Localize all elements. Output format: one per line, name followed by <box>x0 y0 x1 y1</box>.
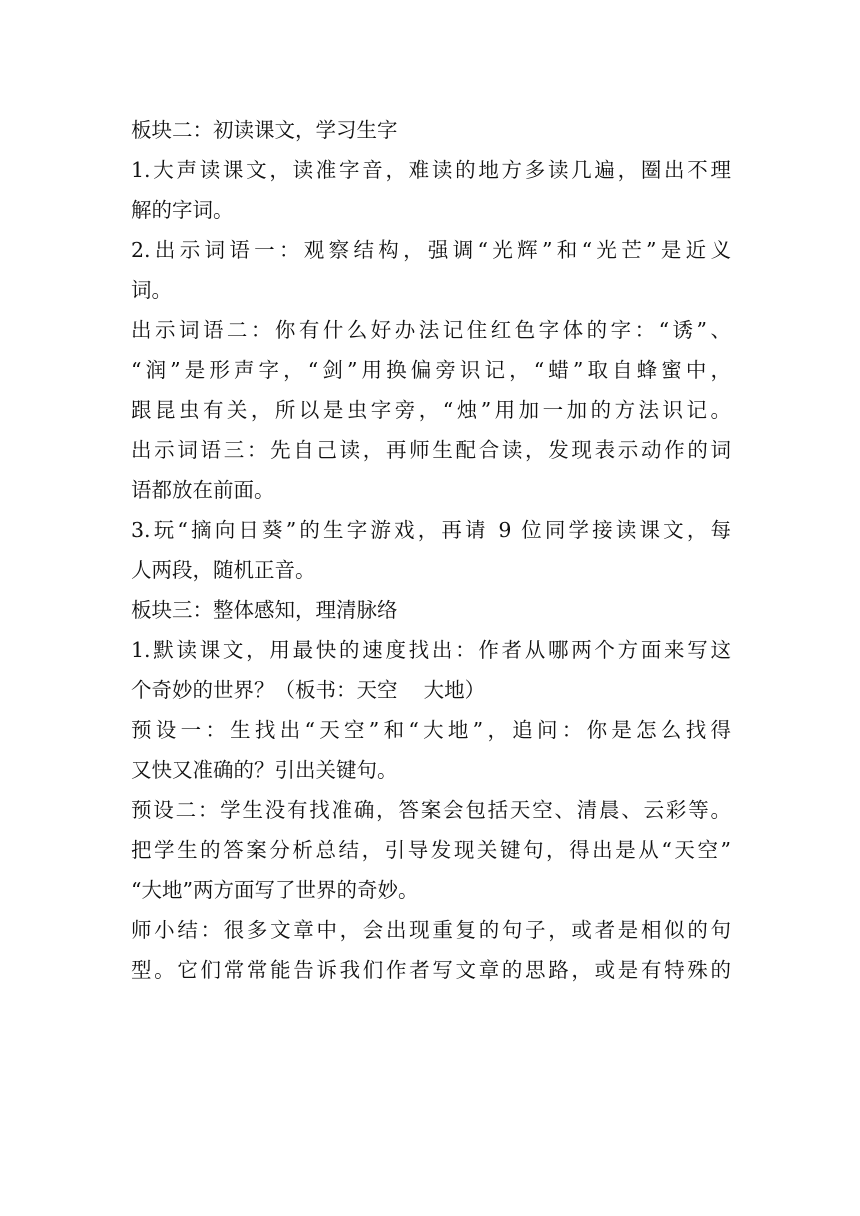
text-line: 出示词语三：先自己读，再师生配合读，发现表示动作的词 <box>131 438 731 462</box>
text-line-heading-3: 板块三：整体感知，理清脉络 <box>131 598 398 622</box>
text-line: 1.大声读课文，读准字音，难读的地方多读几遍，圈出不理 <box>131 158 731 182</box>
text-line: 跟昆虫有关，所以是虫字旁，“烛”用加一加的方法识记。 <box>131 398 731 422</box>
text-line: 预设一：生找出“天空”和“大地”，追问：你是怎么找得 <box>131 718 731 742</box>
text-line: “润”是形声字，“剑”用换偏旁识记，“蜡”取自蜂蜜中， <box>131 358 731 382</box>
text-line: 2.出示词语一：观察结构，强调“光辉”和“光芒”是近义 <box>131 238 731 262</box>
text-line: “大地”两方面写了世界的奇妙。 <box>131 878 419 902</box>
text-line: 人两段，随机正音。 <box>131 558 316 582</box>
text-line: 解的字词。 <box>131 198 234 222</box>
text-line: 词。 <box>131 278 172 302</box>
text-line: 1.默读课文，用最快的速度找出：作者从哪两个方面来写这 <box>131 638 731 662</box>
text-line: 型。它们常常能告诉我们作者写文章的思路，或是有特殊的 <box>131 958 731 982</box>
text-line: 又快又准确的？引出关键句。 <box>131 758 398 782</box>
text-line: 把学生的答案分析总结，引导发现关键句，得出是从“天空” <box>131 838 731 862</box>
text-line: 语都放在前面。 <box>131 478 275 502</box>
document-body <box>131 110 731 990</box>
text-line: 师小结：很多文章中，会出现重复的句子，或者是相似的句 <box>131 918 731 942</box>
text-line: 预设二：学生没有找准确，答案会包括天空、清晨、云彩等。 <box>131 798 731 822</box>
text-line-heading-2: 板块二：初读课文，学习生字 <box>131 118 398 142</box>
text-line: 3.玩“摘向日葵”的生字游戏，再请 9 位同学接读课文，每 <box>131 518 731 542</box>
text-line: 出示词语二：你有什么好办法记住红色字体的字：“诱”、 <box>131 318 731 342</box>
text-line: 个奇妙的世界？（板书：天空 大地） <box>131 678 486 702</box>
